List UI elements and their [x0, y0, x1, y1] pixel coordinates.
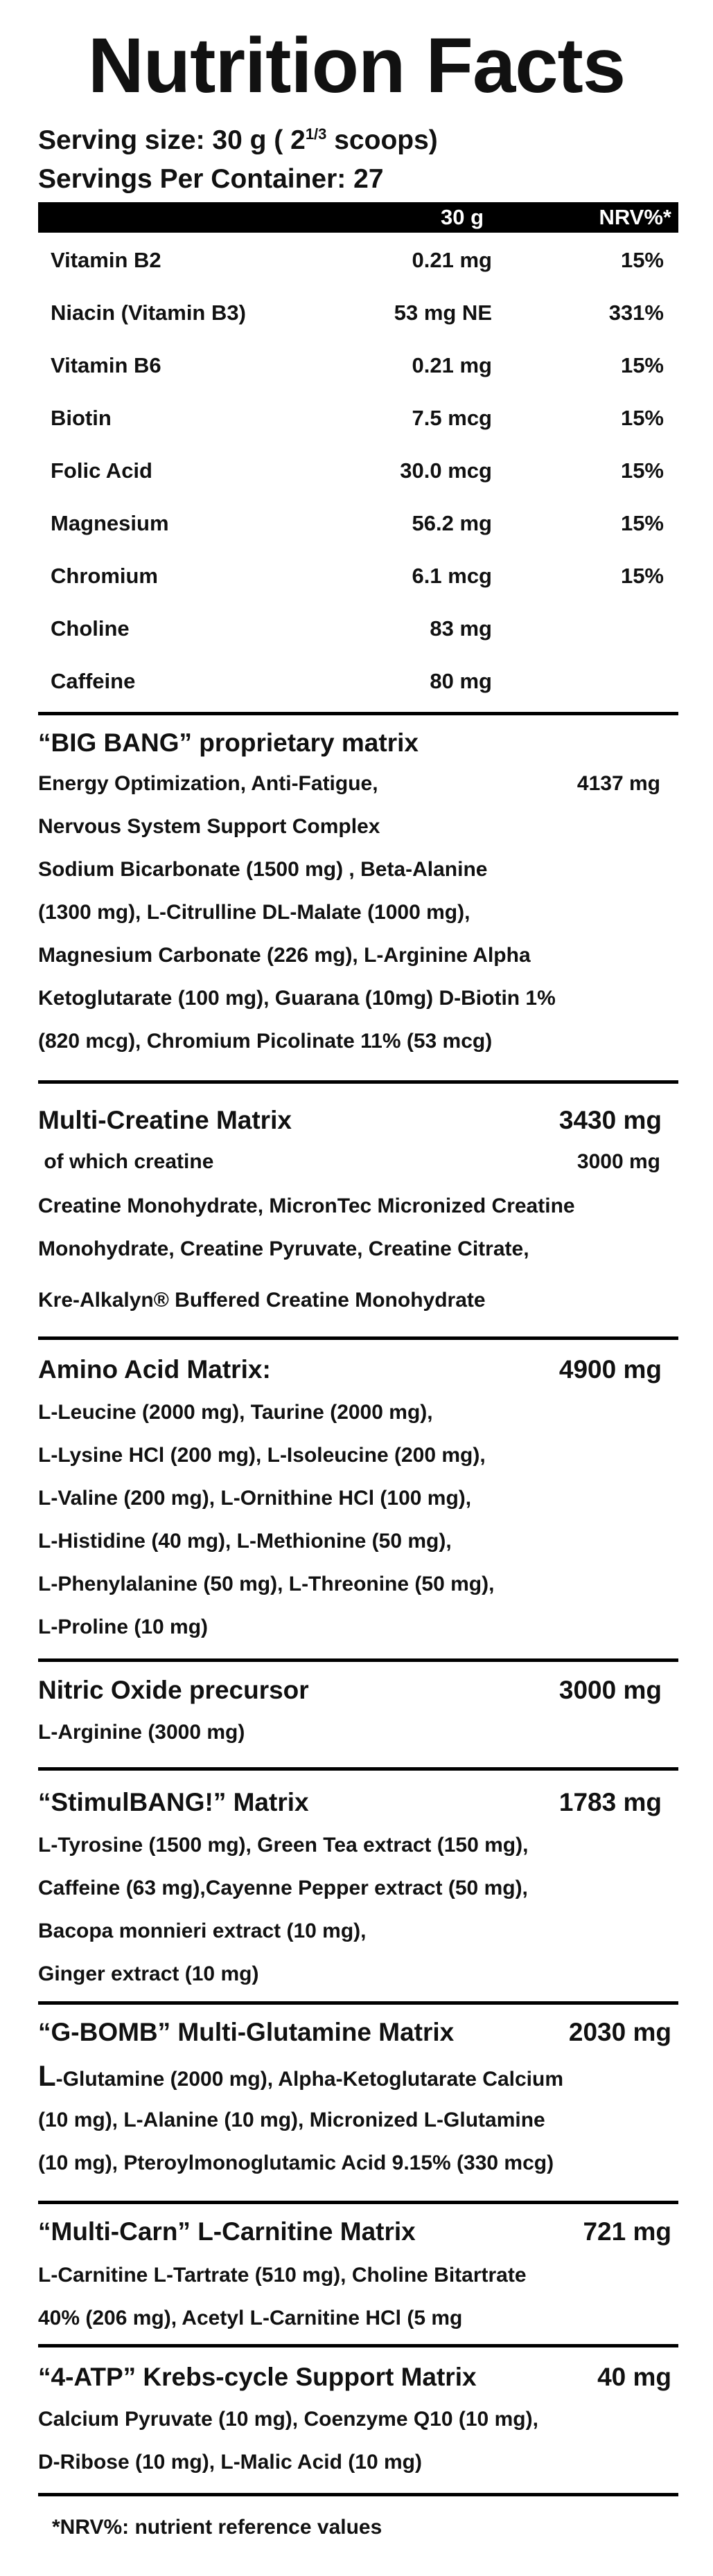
vitamin-row-amount: 56.2 mg	[412, 511, 492, 535]
stimul-line: Caffeine (63 mg),Cayenne Pepper extract (50 mg),	[38, 1877, 528, 1899]
servings-per-container: Servings Per Container: 27	[38, 164, 384, 194]
gbomb-total: 2030 mg	[568, 2018, 671, 2046]
vitamin-row-name: Niacin (Vitamin B3)	[51, 301, 246, 325]
atp-line: D-Ribose (10 mg), L-Malic Acid (10 mg)	[38, 2451, 422, 2474]
table-header-bar	[38, 202, 678, 233]
serving-size-fraction: 1/3	[305, 125, 327, 143]
big-bang-line: Nervous System Support Complex	[38, 815, 380, 838]
section-divider	[38, 2493, 678, 2496]
vitamin-row-name: Magnesium	[51, 511, 169, 535]
gbomb-title: “G-BOMB” Multi-Glutamine Matrix	[38, 2018, 455, 2046]
vitamin-row-nrv: 15%	[620, 564, 664, 588]
section-divider	[38, 1336, 678, 1340]
creatine-line: Monohydrate, Creatine Pyruvate, Creatine Citrate,	[38, 1237, 529, 1260]
vitamin-row-name: Caffeine	[51, 669, 136, 693]
creatine-line: Creatine Monohydrate, MicronTec Micronized Creatine	[38, 1195, 575, 1217]
vitamin-row-name: Folic Acid	[51, 458, 152, 483]
serving-size	[38, 123, 438, 158]
carn-line: L-Carnitine L-Tartrate (510 mg), Choline Bitartrate	[38, 2264, 527, 2287]
big-bang-line: Sodium Bicarbonate (1500 mg) , Beta-Alanine	[38, 858, 488, 881]
vitamin-row-nrv: 15%	[620, 248, 664, 272]
table-header-amount: 30 g	[440, 205, 484, 229]
serving-size-suffix: scoops)	[326, 125, 438, 155]
creatine-line: Kre-Alkalyn® Buffered Creatine Monohydrate	[38, 1289, 486, 1312]
vitamin-row-amount: 0.21 mg	[412, 248, 492, 272]
big-bang-line: Magnesium Carbonate (226 mg), L-Arginine Alpha	[38, 944, 531, 967]
vitamin-row-nrv: 15%	[620, 511, 664, 535]
nitric-total: 3000 mg	[558, 1676, 662, 1704]
vitamin-row-name: Vitamin B2	[51, 248, 161, 272]
vitamin-row-name: Chromium	[51, 564, 158, 588]
stimul-title: “StimulBANG!” Matrix	[38, 1788, 309, 1816]
creatine-total: 3430 mg	[558, 1106, 662, 1134]
section-divider	[38, 712, 678, 715]
nitric-title: Nitric Oxide precursor	[38, 1676, 309, 1704]
section-divider	[38, 2001, 678, 2005]
gbomb-line: (10 mg), L-Alanine (10 mg), Micronized L-Glutamine	[38, 2109, 545, 2131]
section-divider	[38, 1767, 678, 1771]
vitamin-row-amount: 30.0 mcg	[400, 458, 492, 483]
gbomb-line	[38, 2059, 564, 2093]
section-divider	[38, 2201, 678, 2204]
amino-line: L-Phenylalanine (50 mg), L-Threonine (50 mg),	[38, 1573, 495, 1595]
big-bang-title: “BIG BANG” proprietary matrix	[38, 728, 419, 757]
vitamin-row-amount: 83 mg	[430, 616, 492, 641]
stimul-total: 1783 mg	[558, 1788, 662, 1816]
section-divider	[38, 2344, 678, 2347]
vitamin-row-nrv: 15%	[620, 458, 664, 483]
amino-line: L-Valine (200 mg), L-Ornithine HCl (100 mg),	[38, 1487, 472, 1510]
vitamin-row-name: Choline	[51, 616, 130, 641]
table-header-nrv: NRV%*	[599, 205, 671, 229]
section-divider	[38, 1658, 678, 1662]
vitamin-row-amount: 6.1 mcg	[412, 564, 492, 588]
vitamin-row-amount: 7.5 mcg	[412, 406, 492, 430]
carn-line: 40% (206 mg), Acetyl L-Carnitine HCl (5 mg	[38, 2307, 463, 2329]
big-bang-line: (820 mcg), Chromium Picolinate 11% (53 mcg)	[38, 1030, 493, 1053]
big-bang-line: Ketoglutarate (100 mg), Guarana (10mg) D-Biotin 1%	[38, 987, 556, 1010]
serving-size-text: Serving size: 30 g ( 2	[38, 125, 306, 155]
vitamin-row-name: Biotin	[51, 406, 112, 430]
creatine-sub-label: of which creatine	[38, 1150, 214, 1173]
nitric-line: L-Arginine (3000 mg)	[38, 1721, 245, 1744]
amino-title: Amino Acid Matrix:	[38, 1355, 271, 1384]
vitamin-row-amount: 0.21 mg	[412, 353, 492, 377]
big-bang-total: 4137 mg	[576, 772, 660, 795]
atp-title: “4-ATP” Krebs-cycle Support Matrix	[38, 2363, 477, 2391]
gbomb-first-letter: L	[38, 2059, 56, 2092]
footnote: *NRV%: nutrient reference values	[52, 2516, 382, 2539]
amino-line: L-Leucine (2000 mg), Taurine (2000 mg),	[38, 1401, 433, 1424]
gbomb-line: (10 mg), Pteroylmonoglutamic Acid 9.15% (330 mcg)	[38, 2152, 554, 2174]
creatine-sub-value: 3000 mg	[576, 1150, 660, 1173]
carn-title: “Multi-Carn” L-Carnitine Matrix	[38, 2217, 416, 2246]
carn-total: 721 mg	[583, 2217, 671, 2246]
gbomb-first-rest: -Glutamine (2000 mg), Alpha-Ketoglutarate Calcium	[55, 2068, 564, 2091]
creatine-title: Multi-Creatine Matrix	[38, 1106, 292, 1134]
amino-total: 4900 mg	[558, 1355, 662, 1384]
stimul-line: Bacopa monnieri extract (10 mg),	[38, 1920, 367, 1942]
stimul-line: L-Tyrosine (1500 mg), Green Tea extract (150 mg),	[38, 1834, 529, 1857]
vitamin-row-nrv: 15%	[620, 406, 664, 430]
big-bang-line: (1300 mg), L-Citrulline DL-Malate (1000 mg),	[38, 901, 470, 924]
vitamin-row-amount: 53 mg NE	[394, 301, 492, 325]
atp-line: Calcium Pyruvate (10 mg), Coenzyme Q10 (10 mg),	[38, 2408, 538, 2431]
section-divider	[38, 1080, 678, 1084]
vitamin-row-name: Vitamin B6	[51, 353, 161, 377]
big-bang-line: Energy Optimization, Anti-Fatigue,	[38, 772, 378, 795]
amino-line: L-Lysine HCl (200 mg), L-Isoleucine (200 mg),	[38, 1444, 486, 1467]
stimul-line: Ginger extract (10 mg)	[38, 1962, 259, 1985]
label-title: Nutrition Facts	[87, 22, 626, 109]
amino-line: L-Histidine (40 mg), L-Methionine (50 mg),	[38, 1530, 452, 1553]
amino-line: L-Proline (10 mg)	[38, 1616, 209, 1638]
vitamin-row-nrv: 331%	[608, 301, 664, 325]
atp-total: 40 mg	[597, 2363, 671, 2391]
vitamin-row-amount: 80 mg	[430, 669, 492, 693]
vitamin-row-nrv: 15%	[620, 353, 664, 377]
